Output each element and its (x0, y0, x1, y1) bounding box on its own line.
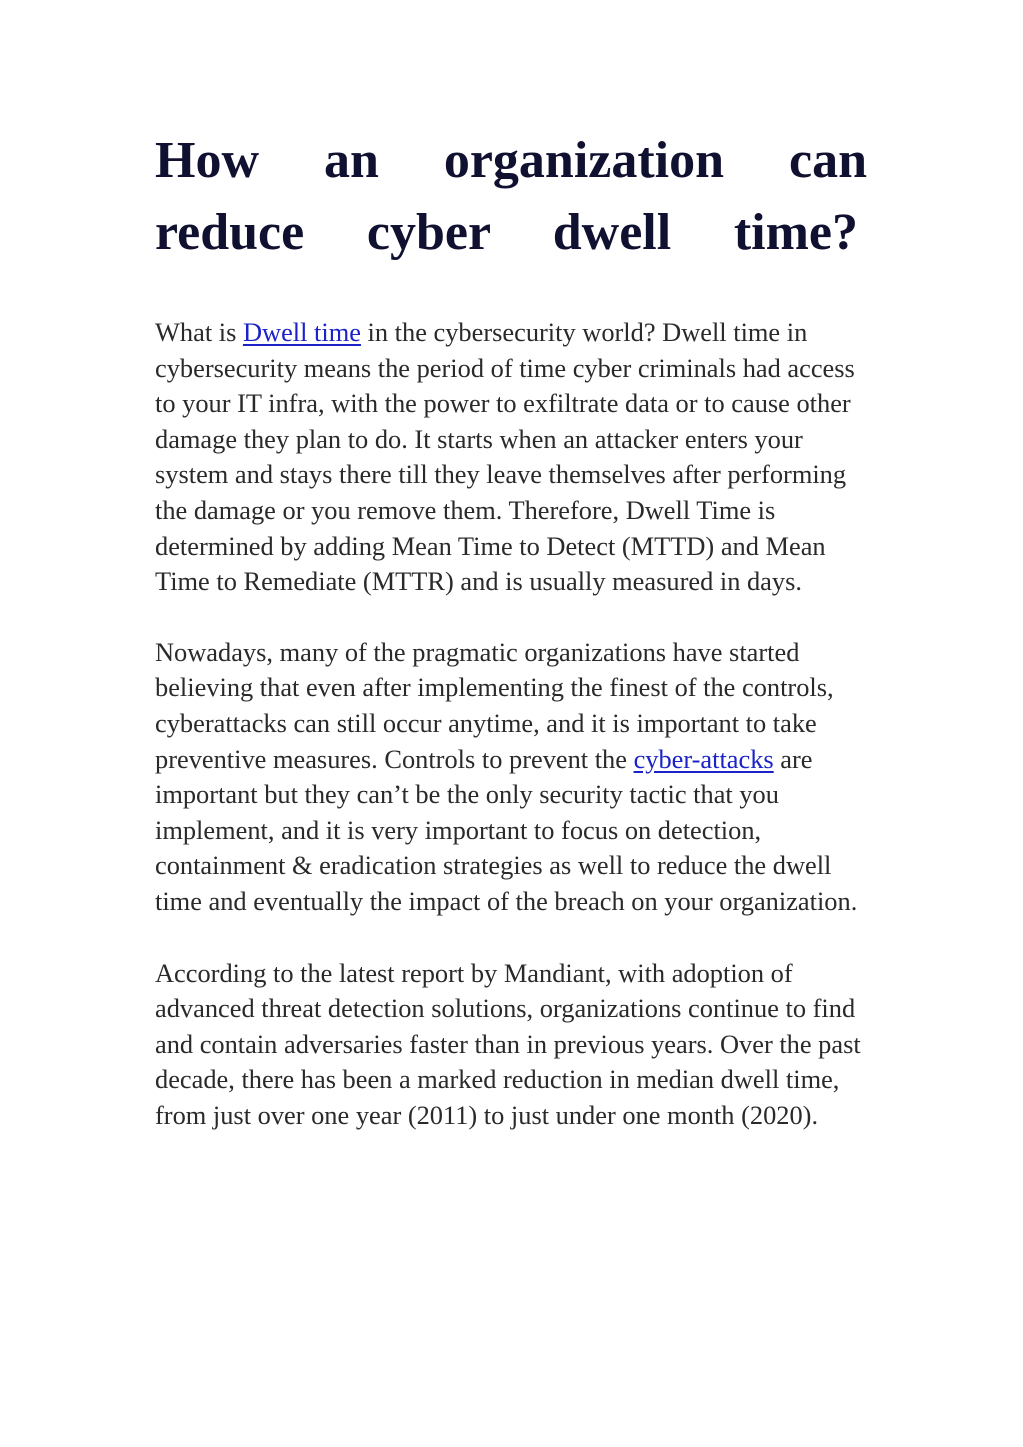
page-title (155, 125, 867, 269)
paragraph-text: Nowadays, many of the pragmatic organizations have started believing that even after implementing the finest of the controls, cyberattacks can still occur anytime, and it is important to take preventive measures. Controls to prevent the (155, 636, 834, 774)
document-page (155, 125, 867, 1133)
title-line-1: How an organization can (155, 132, 867, 189)
paragraph-pragmatic-organizations (155, 635, 867, 920)
paragraph-mandiant-report: According to the latest report by Mandiant, with adoption of advanced threat detection solutions, organizations continue to find and contain adversaries faster than in previous years. Over the past decade, there has been a marked reduction in median dwell time, from just over one year (2011) to just under one month (2020). (155, 957, 861, 1130)
paragraph-text: in the cybersecurity world? Dwell time in cybersecurity means the period of time cyber criminals had access to your IT infra, with the power to exfiltrate data or to cause other damage they plan to do. It starts when an attacker enters your system and stays there till they leave themselves after performing the damage or you remove them. Therefore, Dwell Time is determined by adding Mean Time to Detect (MTTD) and Mean Time to Remediate (MTTR) and is usually measured in days. (155, 317, 855, 597)
title-line-2: reduce cyber dwell time? (155, 204, 858, 261)
cyber-attacks-link[interactable]: cyber-attacks (633, 743, 774, 774)
dwell-time-link[interactable]: Dwell time (242, 317, 361, 347)
paragraph-text: What is (155, 317, 243, 347)
paragraph-text: are important but they can’t be the only security tactic that you implement, and it is very important to focus on detection, containment & eradication strategies as well to reduce the dwell time and eventually the impact of the breach on your organization. (155, 743, 858, 916)
paragraph-dwell-time-definition (155, 315, 867, 600)
